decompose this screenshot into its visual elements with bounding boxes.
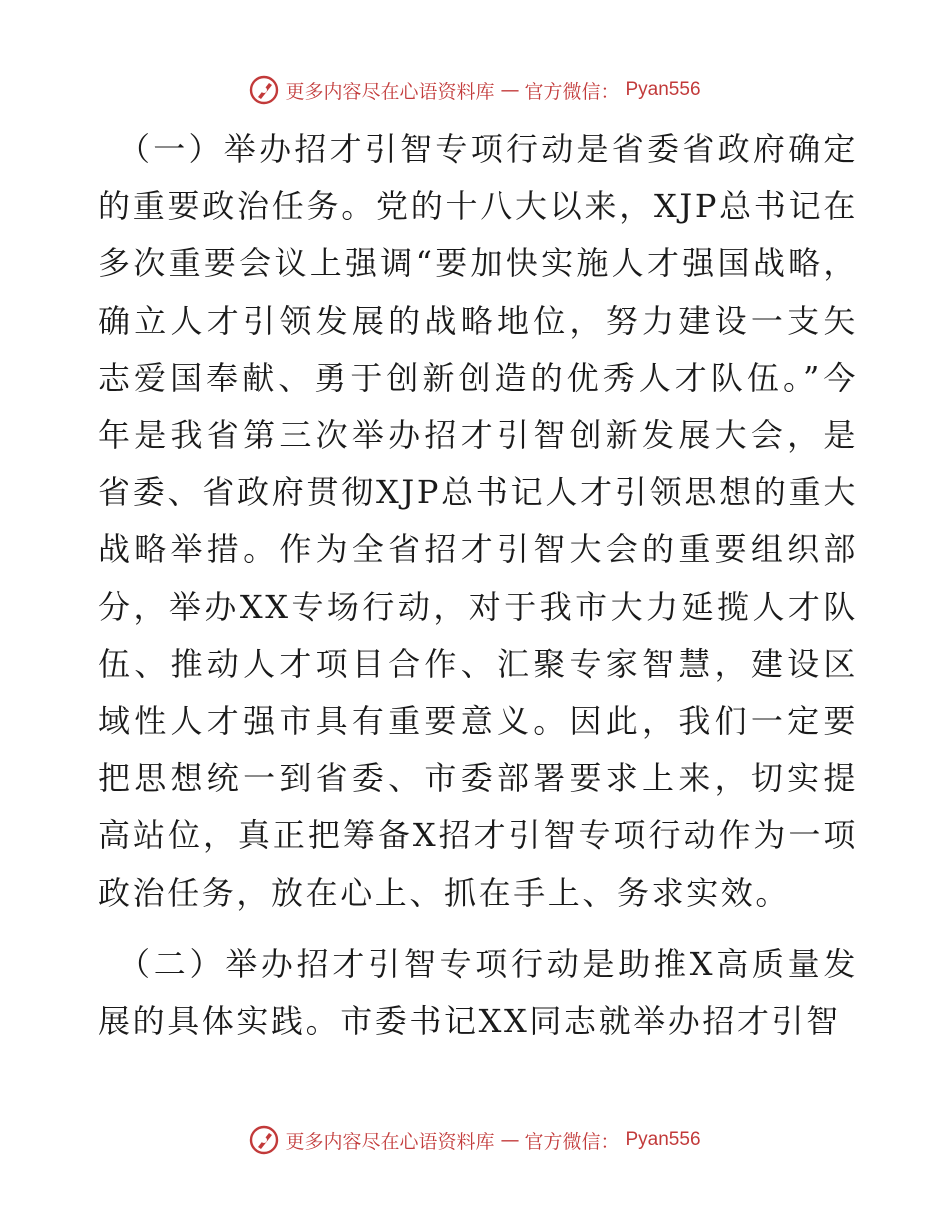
watermark-wechat-id: Pyan556 [625,79,701,100]
watermark-brand: 更多内容尽在心语资料库 [285,1130,495,1153]
watermark-wechat-label: 官方微信： [524,1130,620,1153]
quill-logo-icon [249,1125,279,1155]
watermark-separator: — [500,79,519,101]
watermark-brand: 更多内容尽在心语资料库 [285,80,495,103]
paragraph-1: （一）举办招才引智专项行动是省委省政府确定的重要政治任务。党的十八大以来，XJP总书记在多次重要会议上强调“要加快实施人才强国战略，确立人才引领发展的战略地位，努力建设一支矢志爱国奉献、勇于创新创造的优秀人才队伍。”今年是我省第三次举办招才引智创新发展大会，是省委、省政府贯彻XJP总书记人才引领思想的重大战略举措。作为全省招才引智大会的重要组织部分，举办XX专场行动，对于我市大力延揽人才队伍、推动人才项目合作、汇聚专家智慧，建设区域性人才强市具有重要意义。因此，我们一定要把思想统一到省委、市委部署要求上来，切实提高站位，真正把筹备X招才引智专项行动作为一项政治任务，放在心上、抓在手上、务求实效。 [98,130,858,912]
watermark-wechat-id: Pyan556 [625,1129,701,1150]
watermark-wechat-label: 官方微信： [524,80,620,103]
watermark-separator: — [500,1129,519,1151]
footer-watermark [0,1122,950,1158]
header-watermark [0,72,950,108]
quill-logo-icon [249,75,279,105]
document-body [98,121,858,1064]
paragraph-2: （二）举办招才引智专项行动是助推X高质量发展的具体实践。市委书记XX同志就举办招才引智 [98,944,858,1041]
